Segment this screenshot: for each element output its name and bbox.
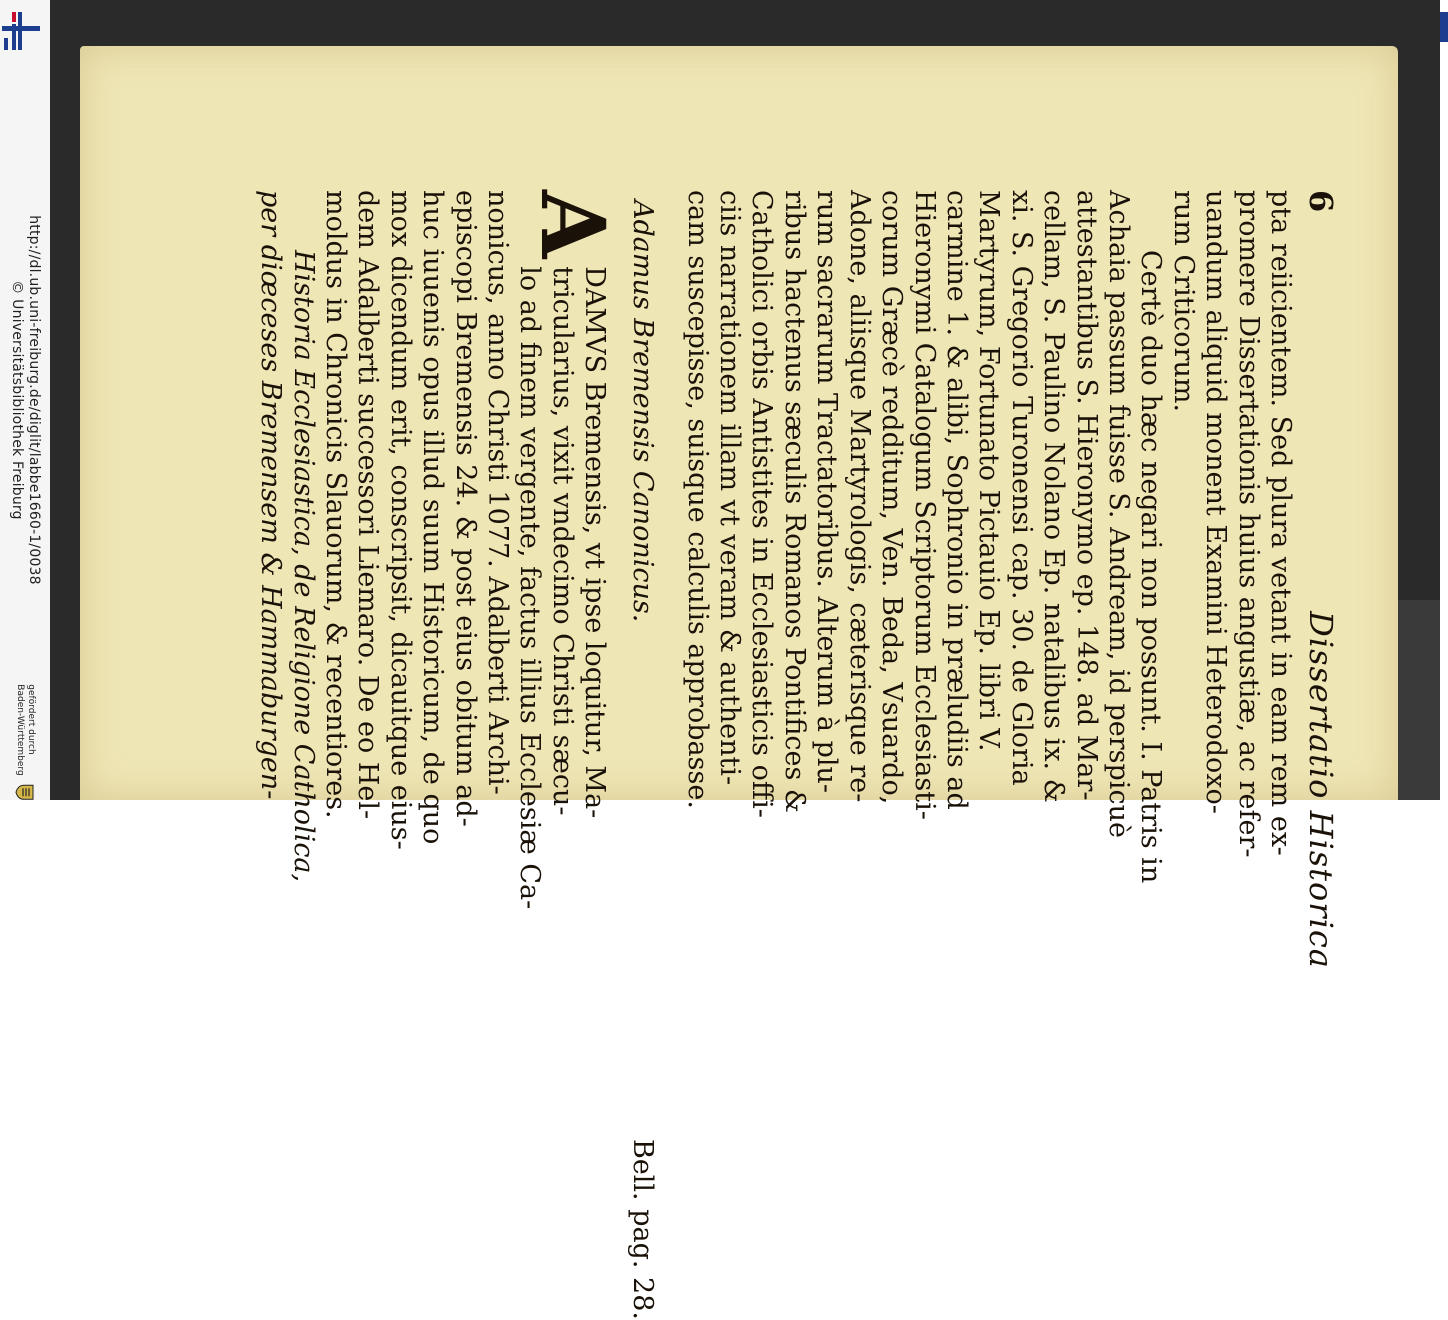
source-citation (8, 215, 42, 585)
text-line: nonicus, anno Christi 1077. Adalberti Archi- (482, 190, 514, 795)
text-line: per diœceses Bremensem & Hammaburgen- (255, 190, 287, 800)
page-header (1296, 190, 1340, 1320)
text-line: huc iuuenis opus illud suum Historicum, de quo (417, 190, 449, 845)
section-reference: Bell. pag. 28. (627, 1138, 659, 1320)
text-line: cam suscepisse, suisque calculis approbasse. (681, 190, 713, 809)
rotated-page-content (210, 190, 1340, 1320)
text-line: DAMVS Bremensis, vt ipse loquitur, Ma- (579, 266, 611, 819)
text-line: attestantibus S. Hieronymo ep. 148. ad Mar- (1070, 190, 1102, 801)
text-line: Achaia passum fuisse S. Andream, id perspicuè (1102, 190, 1134, 838)
sponsor-caption: gefördert durch (26, 684, 36, 755)
ub-freiburg-logo-icon (2, 8, 42, 52)
text-line: carmine 1. & alibi, Sophronio in præludiis ad (940, 190, 972, 810)
source-url[interactable]: http://dl.ub.uni-freiburg.de/diglit/labbe1660-1/0038 (26, 215, 42, 585)
text-line: mox dicendum erit, conscripsit, dicauitque eius- (384, 190, 416, 850)
text-line: Catholici orbis Antistites in Ecclesiasticis offi- (746, 190, 778, 818)
drop-cap: A (521, 190, 626, 259)
text-line: Historia Ecclesiastica, de Religione Catholica, (287, 250, 319, 883)
right-edge (1440, 0, 1448, 800)
sponsor-block (0, 684, 50, 800)
text-line: dem Adalberti successori Liemaro. De eo Hel- (352, 190, 384, 820)
text-line: uandum aliquid monent Examini Heterodoxo- (1200, 190, 1232, 814)
running-head: Dissertatio Historica (1302, 611, 1340, 969)
text-line: corum Græcè redditum, Ven. Beda, Vsuardo, (876, 190, 908, 805)
page-number: 6 (1302, 190, 1340, 213)
text-line: rum sacrarum Tractatoribus. Alterum à plu- (811, 190, 843, 794)
text-line: xi. S. Gregorio Turonensi cap. 30. de Gloria (1005, 190, 1037, 786)
text-line: tricularius, vixit vndecimo Christi sæcu- (546, 266, 578, 816)
text-line: cellam, S. Paulino Nolano Ep. natalibus ix. & (1038, 190, 1070, 803)
baden-wuerttemberg-crest-icon (14, 782, 36, 804)
text-line: pta reiicientem. Sed plura vetant in eam rem ex- (1265, 190, 1296, 856)
paragraph-2 (680, 190, 1166, 1320)
text-line: moldus in Chronicis Slauorum, & recentiores. (320, 190, 352, 819)
text-line: promere Dissertationis huius angustiæ, ac refer- (1232, 190, 1264, 858)
section-title: Adamus Bremensis Canonicus. (627, 200, 659, 623)
paragraph-4 (254, 190, 319, 1320)
section-heading (624, 190, 660, 1320)
text-line: lo ad finem vergente, factus illius Ecclesiæ Ca- (514, 266, 546, 910)
text-line: Hieronymi Catalogum Scriptorum Ecclesiasti- (908, 190, 940, 820)
text-line: rum Criticorum. (1167, 190, 1199, 413)
copyright-notice: © Universitätsbibliothek Freiburg (9, 280, 25, 520)
paragraph-3 (319, 190, 626, 1320)
text-line: ribus hactenus sæculis Romanos Pontifices & (778, 190, 810, 813)
library-sidebar (0, 0, 50, 800)
sponsor-name: Baden-Württemberg (15, 684, 25, 776)
text-line: Certè duo hæc negari non possunt. I. Patris in (1135, 250, 1167, 884)
text-line: ciis narrationem illam vt veram & authenti- (714, 190, 746, 786)
paragraph-1 (1166, 190, 1296, 1320)
text-line: Adone, aliisque Martyrologis, cæterisque re- (843, 190, 875, 803)
text-line: Martyrum, Fortunato Pictauio Ep. libri V. (973, 190, 1005, 752)
text-line: episcopi Bremensis 24. & post eius obitum ad- (449, 190, 481, 827)
